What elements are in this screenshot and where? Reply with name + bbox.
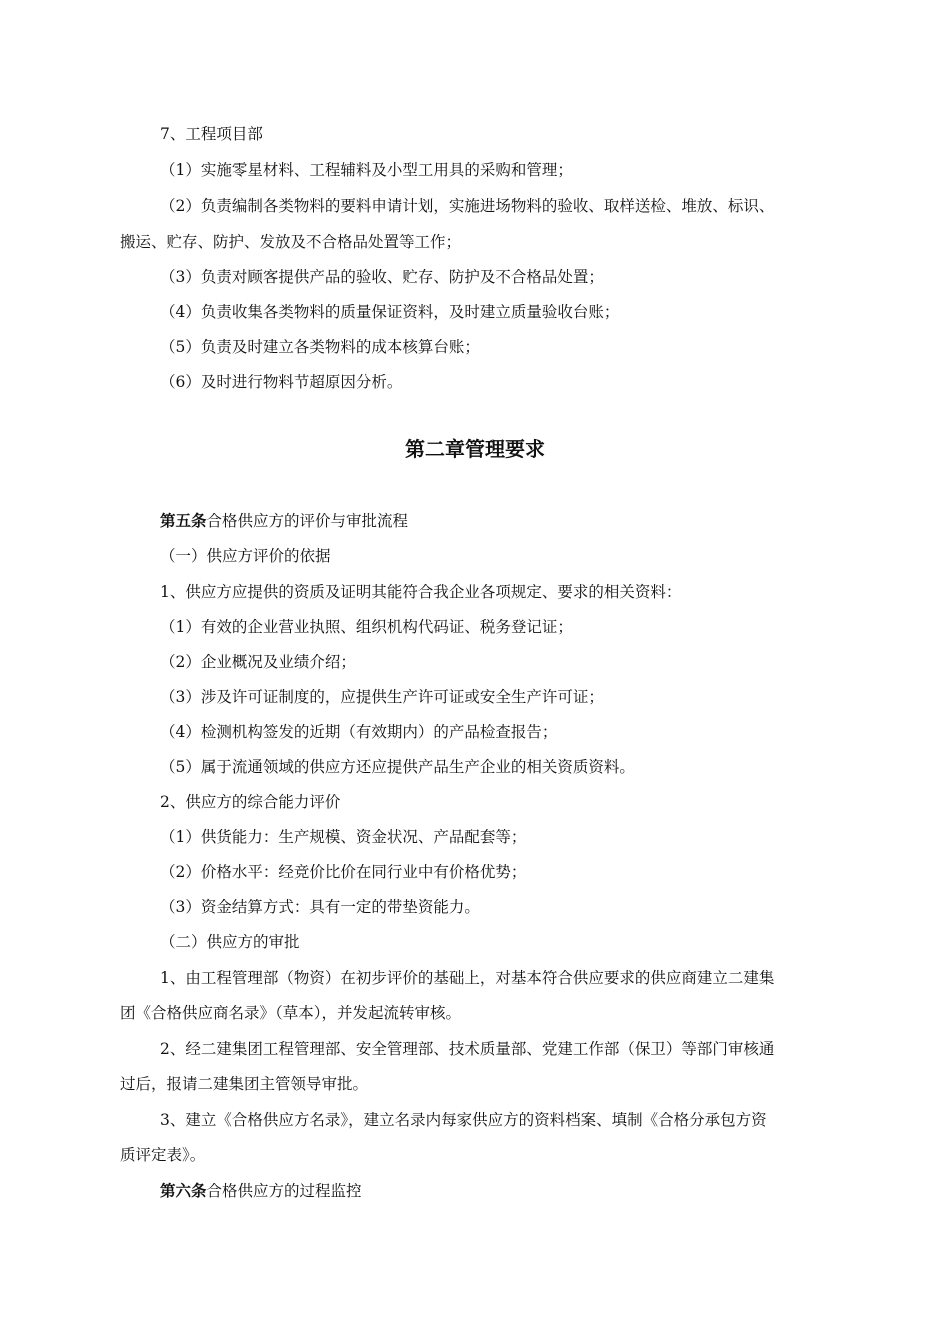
list-item: （1）有效的企业营业执照、组织机构代码证、税务登记证；: [160, 618, 573, 636]
list-item: （1）供货能力：生产规模、资金状况、产品配套等；: [160, 828, 527, 846]
list-item: （6）及时进行物料节超原因分析。: [160, 373, 403, 391]
paragraph: 1、供应方应提供的资质及证明其能符合我企业各项规定、要求的相关资料：: [160, 583, 682, 601]
article-title: 合格供应方的评价与审批流程: [206, 512, 409, 530]
article-heading: [160, 511, 408, 531]
subsection-title: （一）供应方评价的依据: [160, 547, 331, 565]
list-item-continuation: 搬运、贮存、防护、发放及不合格品处置等工作；: [120, 233, 462, 251]
list-item: （2）企业概况及业绩介绍；: [160, 653, 356, 671]
list-item: （4）负责收集各类物料的质量保证资料，及时建立质量验收台账；: [160, 303, 620, 321]
article-label: 第五条: [160, 512, 207, 530]
list-item: （3）负责对顾客提供产品的验收、贮存、防护及不合格品处置；: [160, 268, 604, 286]
article-title: 合格供应方的过程监控: [206, 1182, 362, 1200]
paragraph-continuation: 过后，报请二建集团主管领导审批。: [120, 1075, 369, 1093]
list-item: （2）负责编制各类物料的要料申请计划，实施进场物料的验收、取样送检、堆放、标识、: [160, 197, 775, 215]
list-item: （3）涉及许可证制度的，应提供生产许可证或安全生产许可证；: [160, 688, 604, 706]
paragraph: 2、供应方的综合能力评价: [160, 793, 341, 811]
list-item: （5）属于流通领域的供应方还应提供产品生产企业的相关资质资料。: [160, 758, 635, 776]
list-item: （4）检测机构签发的近期（有效期内）的产品检查报告；: [160, 723, 558, 741]
paragraph: 3、建立《合格供应方名录》，建立名录内每家供应方的资料档案、填制《合格分承包方资: [160, 1111, 767, 1129]
list-item: （5）负责及时建立各类物料的成本核算台账；: [160, 338, 480, 356]
paragraph: 2、经二建集团工程管理部、安全管理部、技术质量部、党建工作部（保卫）等部门审核通: [160, 1040, 775, 1058]
paragraph-continuation: 团《合格供应商名录》（草本），并发起流转审核。: [120, 1004, 462, 1022]
list-item: （3）资金结算方式：具有一定的带垫资能力。: [160, 898, 480, 916]
section-title: 7、工程项目部: [160, 125, 263, 143]
paragraph-continuation: 质评定表》。: [120, 1146, 206, 1164]
list-item: （2）价格水平：经竞价比价在同行业中有价格优势；: [160, 863, 527, 881]
article-label: 第六条: [160, 1182, 207, 1200]
list-item: （1）实施零星材料、工程辅料及小型工用具的采购和管理；: [160, 161, 573, 179]
article-heading: [160, 1181, 362, 1201]
paragraph: 1、由工程管理部（物资）在初步评价的基础上，对基本符合供应要求的供应商建立二建集: [160, 969, 775, 987]
subsection-title: （二）供应方的审批: [160, 933, 300, 951]
chapter-title: 第二章管理要求: [405, 437, 545, 461]
